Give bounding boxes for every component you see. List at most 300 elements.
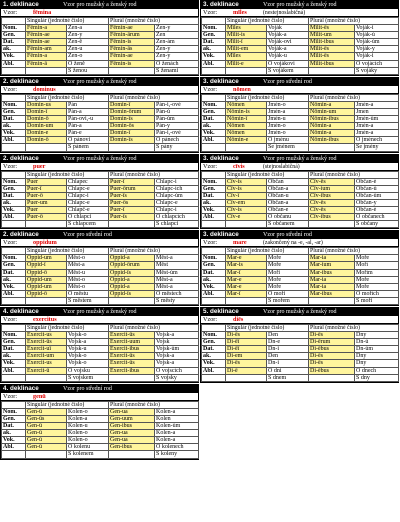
declension-block bbox=[0, 307, 199, 383]
latin-plural: Domin-īs bbox=[109, 137, 155, 144]
pattern-label: Vzor: bbox=[3, 85, 18, 93]
table-row bbox=[202, 137, 399, 144]
czech-plural: Dn-ů bbox=[355, 339, 399, 346]
latin-singular: Nōmin-is bbox=[226, 108, 267, 115]
pattern-row bbox=[1, 86, 198, 94]
case-label: ak. bbox=[202, 276, 226, 283]
singular-header: Singulár (jednotné číslo) bbox=[26, 171, 109, 178]
czech-singular: S městem bbox=[67, 297, 109, 304]
declension-subtitle: Vzor pro mužský a ženský rod bbox=[63, 78, 137, 85]
pattern-label: Vzor: bbox=[3, 162, 18, 170]
czech-singular: Měst-o bbox=[67, 255, 109, 262]
czech-singular: O dni bbox=[267, 367, 309, 374]
pattern-word: exercitus bbox=[33, 316, 57, 323]
czech-singular: S ženou bbox=[67, 67, 109, 74]
table-row bbox=[2, 332, 199, 339]
declension-subtitle: Vzor pro mužský a ženský rod bbox=[263, 155, 337, 162]
czech-singular: S pánem bbox=[67, 144, 109, 151]
latin-singular: Domin-ī bbox=[26, 108, 67, 115]
latin-singular: Di-ēī bbox=[226, 339, 267, 346]
declension-subtitle: Vzor pro mužský a ženský rod bbox=[263, 309, 337, 315]
czech-plural: O vojácích bbox=[355, 60, 399, 67]
table-row bbox=[202, 185, 399, 192]
czech-plural: O občanech bbox=[355, 214, 399, 221]
declension-subtitle: Vzor pro střední rod bbox=[263, 232, 312, 239]
latin-plural: Fēmin-is bbox=[109, 60, 155, 67]
table-header-row bbox=[202, 248, 399, 255]
latin-plural: Cīv-ēs bbox=[309, 199, 355, 206]
declension-table bbox=[201, 94, 399, 152]
case-label bbox=[202, 374, 226, 381]
declension-number: 3. deklinace bbox=[203, 1, 239, 8]
declension-table bbox=[1, 171, 199, 229]
corner-cell bbox=[2, 325, 26, 332]
latin-plural: Gen-ua bbox=[109, 430, 155, 437]
latin-singular: Domin-ō bbox=[26, 116, 67, 123]
singular-header: Singulár (jednotné číslo) bbox=[226, 18, 309, 25]
latin-plural: Fēmin-ās bbox=[109, 46, 155, 53]
latin-plural: Gen-ua bbox=[109, 408, 155, 415]
case-label: Dat. bbox=[202, 116, 226, 123]
latin-plural: Mar-ia bbox=[309, 283, 355, 290]
case-label: Dat. bbox=[2, 116, 26, 123]
pattern-word: dominus bbox=[33, 85, 56, 93]
table-row bbox=[2, 53, 199, 60]
latin-plural: Mīlit-ēs bbox=[309, 53, 355, 60]
czech-singular: Moře bbox=[267, 276, 309, 283]
czech-singular: Pán-a bbox=[67, 108, 109, 115]
declension-table bbox=[1, 401, 199, 459]
latin-singular: Cīv-ī bbox=[226, 192, 267, 199]
latin-singular: Exercit-us bbox=[26, 360, 67, 367]
pattern-row bbox=[201, 86, 398, 94]
latin-plural: Domin-ōrum bbox=[109, 108, 155, 115]
latin-plural: Oppid-ōrum bbox=[109, 262, 155, 269]
case-label: Abl. bbox=[202, 214, 226, 221]
plural-header: Plurál (množné číslo) bbox=[309, 94, 399, 101]
case-label: Nom. bbox=[202, 25, 226, 32]
declension-number: 4. deklinace bbox=[3, 308, 39, 315]
czech-plural: Občan-é bbox=[355, 178, 399, 185]
latin-singular: Oppid-um bbox=[26, 283, 67, 290]
pattern-word: oppidum bbox=[33, 239, 57, 247]
czech-singular: O moři bbox=[267, 290, 309, 297]
czech-singular: Voják-ovi bbox=[267, 39, 309, 46]
pattern-word: mīles bbox=[233, 9, 247, 16]
latin-singular: Oppid-um bbox=[26, 276, 67, 283]
latin-singular: Mar-e bbox=[226, 283, 267, 290]
case-label: Nom. bbox=[2, 25, 26, 32]
czech-plural: O ženách bbox=[155, 60, 199, 67]
declension-block bbox=[0, 0, 199, 76]
table-row bbox=[202, 255, 399, 262]
latin-plural: Di-ērum bbox=[309, 339, 355, 346]
czech-singular: Kolen-o bbox=[67, 430, 109, 437]
czech-plural: Dny bbox=[355, 360, 399, 367]
table-row bbox=[202, 130, 399, 137]
plural-header: Plurál (množné číslo) bbox=[109, 325, 199, 332]
latin-plural: Puer-īs bbox=[109, 192, 155, 199]
table-row bbox=[2, 423, 199, 430]
latin-singular: Nōmin-e bbox=[226, 137, 267, 144]
corner-cell bbox=[2, 18, 26, 25]
latin-plural: Puer-ī bbox=[109, 178, 155, 185]
czech-plural: Dny bbox=[355, 332, 399, 339]
table-row bbox=[2, 367, 199, 374]
czech-singular: Chlapc-i bbox=[67, 192, 109, 199]
czech-singular: O vojákovi bbox=[267, 60, 309, 67]
czech-plural: O mořích bbox=[355, 290, 399, 297]
latin-plural: Di-ēs bbox=[309, 360, 355, 367]
case-label: Gen. bbox=[202, 262, 226, 269]
declension-block bbox=[200, 0, 399, 76]
czech-singular: Jmén-a bbox=[267, 108, 309, 115]
declension-number: 2. deklinace bbox=[3, 154, 39, 162]
czech-plural: S koleny bbox=[155, 451, 199, 458]
czech-singular: S vojákem bbox=[267, 67, 309, 74]
czech-singular: Chlapc-e bbox=[67, 185, 109, 192]
table-row bbox=[2, 451, 199, 458]
latin-plural: Cīv-ibus bbox=[309, 214, 355, 221]
case-label bbox=[2, 451, 26, 458]
latin-plural: Cīv-ibus bbox=[309, 192, 355, 199]
case-label: Dat. bbox=[2, 346, 26, 353]
latin-plural: Oppid-īs bbox=[109, 269, 155, 276]
latin-singular: Gen-ū bbox=[26, 423, 67, 430]
singular-header: Singulár (jednotné číslo) bbox=[226, 248, 309, 255]
table-row bbox=[202, 339, 399, 346]
declension-block bbox=[0, 384, 199, 460]
table-row bbox=[202, 39, 399, 46]
pattern-label: Vzor: bbox=[203, 85, 218, 93]
declension-subtitle: Vzor pro mužský a ženský rod bbox=[263, 2, 337, 8]
czech-singular: Pán-ovi,-u bbox=[67, 116, 109, 123]
case-label: ak. bbox=[202, 46, 226, 53]
table-header-row bbox=[202, 325, 399, 332]
czech-plural: O chlapcích bbox=[155, 214, 199, 221]
latin-plural: Di-ēbus bbox=[309, 367, 355, 374]
table-row bbox=[202, 297, 399, 304]
table-row bbox=[2, 25, 199, 32]
table-row bbox=[202, 101, 399, 108]
declension-block bbox=[200, 307, 399, 383]
czech-plural: Pán-ům bbox=[155, 116, 199, 123]
table-row bbox=[202, 290, 399, 297]
case-label: Abl. bbox=[2, 137, 26, 144]
latin-plural: Nōmin-a bbox=[309, 123, 355, 130]
latin-singular: Di-ēs bbox=[226, 360, 267, 367]
table-row bbox=[202, 123, 399, 130]
table-row bbox=[2, 185, 199, 192]
latin-singular: Puer bbox=[26, 206, 67, 213]
case-label: ak. bbox=[2, 353, 26, 360]
czech-plural: Voják-y bbox=[355, 46, 399, 53]
table-row bbox=[2, 290, 199, 297]
case-label bbox=[202, 297, 226, 304]
table-row bbox=[202, 67, 399, 74]
czech-singular: Pán bbox=[67, 101, 109, 108]
pattern-word: puer bbox=[33, 162, 46, 170]
pattern-row bbox=[1, 239, 198, 247]
table-row bbox=[202, 32, 399, 39]
declension-subtitle: Vzor pro mužský a ženský rod bbox=[63, 309, 137, 315]
czech-singular: Moře bbox=[267, 262, 309, 269]
czech-singular: Kolen-o bbox=[67, 408, 109, 415]
latin-plural: Mar-ium bbox=[309, 262, 355, 269]
czech-singular: S občanem bbox=[267, 221, 309, 228]
latin-singular: Cīv-is bbox=[226, 206, 267, 213]
declension-table bbox=[1, 324, 199, 382]
declension-table bbox=[201, 324, 399, 382]
declension-header bbox=[1, 385, 198, 393]
right-column bbox=[200, 0, 399, 384]
declension-number: 2. deklinace bbox=[3, 77, 39, 85]
pattern-row bbox=[1, 163, 198, 171]
table-row bbox=[202, 269, 399, 276]
table-row bbox=[202, 192, 399, 199]
pattern-note: (nestejnoslabičná) bbox=[263, 10, 306, 16]
latin-singular: Di-em bbox=[226, 353, 267, 360]
declension-header bbox=[201, 231, 398, 239]
czech-singular: Chlapec bbox=[67, 178, 109, 185]
latin-singular: Cīv-is bbox=[226, 178, 267, 185]
czech-singular: Měst-a bbox=[67, 262, 109, 269]
declension-subtitle: Vzor pro mužský a ženský rod bbox=[63, 2, 137, 8]
czech-plural: Kolen-ům bbox=[155, 423, 199, 430]
pattern-row bbox=[1, 393, 198, 401]
czech-singular: S dnem bbox=[267, 374, 309, 381]
latin-singular: Oppid-ō bbox=[26, 269, 67, 276]
case-label: Abl. bbox=[202, 367, 226, 374]
declension-number: 1. deklinace bbox=[3, 1, 39, 8]
czech-plural: O jménech bbox=[355, 137, 399, 144]
table-header-row bbox=[202, 171, 399, 178]
declension-block bbox=[0, 77, 199, 153]
czech-singular: Vojsk-u bbox=[67, 346, 109, 353]
case-label: Dat. bbox=[202, 269, 226, 276]
table-row bbox=[2, 255, 199, 262]
table-row bbox=[2, 199, 199, 206]
declension-subtitle: Vzor pro střední rod bbox=[63, 385, 112, 392]
case-label: Gen. bbox=[202, 32, 226, 39]
latin-singular: Gen-ū bbox=[26, 430, 67, 437]
declension-header bbox=[1, 78, 198, 86]
case-label: Vok. bbox=[2, 437, 26, 444]
czech-plural: Občan-ů bbox=[355, 185, 399, 192]
czech-plural: S občany bbox=[355, 221, 399, 228]
czech-singular: Dn-e bbox=[267, 339, 309, 346]
table-header-row bbox=[2, 248, 199, 255]
pattern-word: fēmina bbox=[33, 9, 52, 16]
table-row bbox=[2, 46, 199, 53]
latin-plural: Mar-ia bbox=[309, 255, 355, 262]
czech-plural: S městy bbox=[155, 297, 199, 304]
declension-header bbox=[201, 155, 398, 163]
czech-plural: Voják-i bbox=[355, 53, 399, 60]
singular-header: Singulár (jednotné číslo) bbox=[26, 18, 109, 25]
czech-singular: O ženě bbox=[67, 60, 109, 67]
czech-singular: S mořem bbox=[267, 297, 309, 304]
czech-singular: Žen-o bbox=[67, 53, 109, 60]
czech-singular: Vojsk-o bbox=[67, 360, 109, 367]
latin-singular: Fēmin-a bbox=[26, 25, 67, 32]
declension-block bbox=[0, 230, 199, 306]
table-row bbox=[2, 276, 199, 283]
case-label: Vok. bbox=[202, 360, 226, 367]
case-label: Abl. bbox=[202, 137, 226, 144]
czech-singular: Chlapč-e bbox=[67, 206, 109, 213]
czech-singular: Žen-y bbox=[67, 32, 109, 39]
declension-header bbox=[201, 1, 398, 9]
latin-plural: Exercit-ūs bbox=[109, 353, 155, 360]
latin-singular: Gen-ūs bbox=[26, 415, 67, 422]
table-row bbox=[2, 67, 199, 74]
pattern-label: Vzor: bbox=[3, 239, 18, 247]
case-label: ak. bbox=[202, 123, 226, 130]
case-label: Vok. bbox=[202, 53, 226, 60]
case-label: Nom. bbox=[2, 101, 26, 108]
latin-singular bbox=[226, 297, 267, 304]
table-header-row bbox=[2, 18, 199, 25]
table-row bbox=[202, 346, 399, 353]
case-label: ak. bbox=[2, 123, 26, 130]
case-label bbox=[2, 221, 26, 228]
case-label: Abl. bbox=[2, 214, 26, 221]
case-label: Vok. bbox=[2, 53, 26, 60]
declension-table bbox=[1, 17, 199, 75]
czech-singular: Dn-i bbox=[267, 346, 309, 353]
pattern-note: (stejnoslabičná) bbox=[263, 163, 300, 170]
table-header-row bbox=[202, 18, 399, 25]
table-row bbox=[2, 214, 199, 221]
case-label: Nom. bbox=[202, 332, 226, 339]
latin-plural bbox=[109, 67, 155, 74]
czech-singular: O městu bbox=[67, 290, 109, 297]
latin-singular: Di-ēs bbox=[226, 332, 267, 339]
table-row bbox=[2, 444, 199, 451]
czech-singular: Voják-a bbox=[267, 46, 309, 53]
latin-singular: Fēmin-a bbox=[26, 53, 67, 60]
czech-plural: Občan-y bbox=[355, 199, 399, 206]
case-label: ak. bbox=[2, 430, 26, 437]
corner-cell bbox=[2, 94, 26, 101]
latin-singular: Domin-ō bbox=[26, 137, 67, 144]
czech-plural: Žen-ám bbox=[155, 39, 199, 46]
case-label: ak. bbox=[2, 46, 26, 53]
latin-singular: Gen-ū bbox=[26, 408, 67, 415]
pattern-word: mare bbox=[233, 239, 247, 247]
case-label: Vok. bbox=[2, 130, 26, 137]
latin-plural bbox=[109, 297, 155, 304]
table-row bbox=[202, 199, 399, 206]
case-label: Abl. bbox=[202, 290, 226, 297]
table-row bbox=[2, 374, 199, 381]
singular-header: Singulár (jednotné číslo) bbox=[26, 248, 109, 255]
czech-singular: Měst-o bbox=[67, 276, 109, 283]
case-label: Gen. bbox=[2, 108, 26, 115]
latin-plural: Nōmin-ibus bbox=[309, 116, 355, 123]
plural-header: Plurál (množné číslo) bbox=[109, 401, 199, 408]
czech-plural: Vojsk bbox=[155, 339, 199, 346]
plural-header: Plurál (množné číslo) bbox=[109, 171, 199, 178]
latin-singular: Di-ēī bbox=[226, 346, 267, 353]
table-row bbox=[2, 32, 199, 39]
declension-header bbox=[1, 231, 198, 239]
czech-plural: Vojsk-a bbox=[155, 360, 199, 367]
czech-plural: Jmén-a bbox=[355, 130, 399, 137]
case-label bbox=[2, 67, 26, 74]
latin-singular: Exercit-ū bbox=[26, 367, 67, 374]
latin-singular: Exercit-um bbox=[26, 353, 67, 360]
czech-singular: Občan bbox=[267, 178, 309, 185]
declension-subtitle: Vzor pro střední rod bbox=[263, 78, 312, 85]
czech-plural: Voják-i bbox=[355, 25, 399, 32]
table-row bbox=[2, 137, 199, 144]
czech-plural: Vojsk-a bbox=[155, 332, 199, 339]
case-label: Dat. bbox=[2, 39, 26, 46]
singular-header: Singulár (jednotné číslo) bbox=[226, 94, 309, 101]
declension-number: 2. deklinace bbox=[3, 231, 39, 239]
czech-singular: O pánovi bbox=[67, 137, 109, 144]
latin-plural: Exercit-ibus bbox=[109, 367, 155, 374]
corner-cell bbox=[202, 94, 226, 101]
czech-plural: O městech bbox=[155, 290, 199, 297]
latin-singular: Mar-ī bbox=[226, 290, 267, 297]
case-label: Vok. bbox=[2, 360, 26, 367]
latin-singular bbox=[26, 221, 67, 228]
latin-plural: Mīlit-um bbox=[309, 32, 355, 39]
latin-plural: Di-ēs bbox=[309, 332, 355, 339]
czech-singular: S vojskem bbox=[67, 374, 109, 381]
latin-plural: Exercit-uum bbox=[109, 339, 155, 346]
case-label: Abl. bbox=[2, 60, 26, 67]
latin-plural bbox=[109, 144, 155, 151]
latin-plural: Fēmin-is bbox=[109, 39, 155, 46]
latin-singular bbox=[26, 144, 67, 151]
latin-plural: Fēmin-ae bbox=[109, 25, 155, 32]
czech-singular: S chlapcem bbox=[67, 221, 109, 228]
table-row bbox=[202, 283, 399, 290]
czech-plural: Pán-ů bbox=[155, 108, 199, 115]
latin-plural: Domin-ī bbox=[109, 101, 155, 108]
table-row bbox=[202, 360, 399, 367]
czech-singular: Občan-a bbox=[267, 199, 309, 206]
case-label: Abl. bbox=[2, 367, 26, 374]
table-row bbox=[202, 367, 399, 374]
latin-singular bbox=[226, 67, 267, 74]
table-row bbox=[2, 269, 199, 276]
czech-singular: Občan-a bbox=[267, 185, 309, 192]
table-row bbox=[2, 116, 199, 123]
czech-singular: Moři bbox=[267, 269, 309, 276]
pattern-label: Vzor: bbox=[203, 9, 218, 16]
table-row bbox=[2, 101, 199, 108]
czech-plural: Měst bbox=[155, 262, 199, 269]
latin-plural: Exercit-ūs bbox=[109, 332, 155, 339]
czech-plural: Měst-a bbox=[155, 283, 199, 290]
declension-subtitle: Vzor pro mužský a ženský rod bbox=[63, 155, 137, 162]
czech-plural: Chlapc-e bbox=[155, 199, 199, 206]
table-row bbox=[202, 214, 399, 221]
case-label: Vok. bbox=[202, 206, 226, 213]
czech-plural: O dnech bbox=[355, 367, 399, 374]
czech-singular: Kolen-a bbox=[67, 415, 109, 422]
czech-singular: Vojsk-o bbox=[67, 353, 109, 360]
table-row bbox=[202, 178, 399, 185]
czech-singular: O chlapci bbox=[67, 214, 109, 221]
latin-singular: Fēmin-ā bbox=[26, 60, 67, 67]
latin-singular bbox=[26, 451, 67, 458]
